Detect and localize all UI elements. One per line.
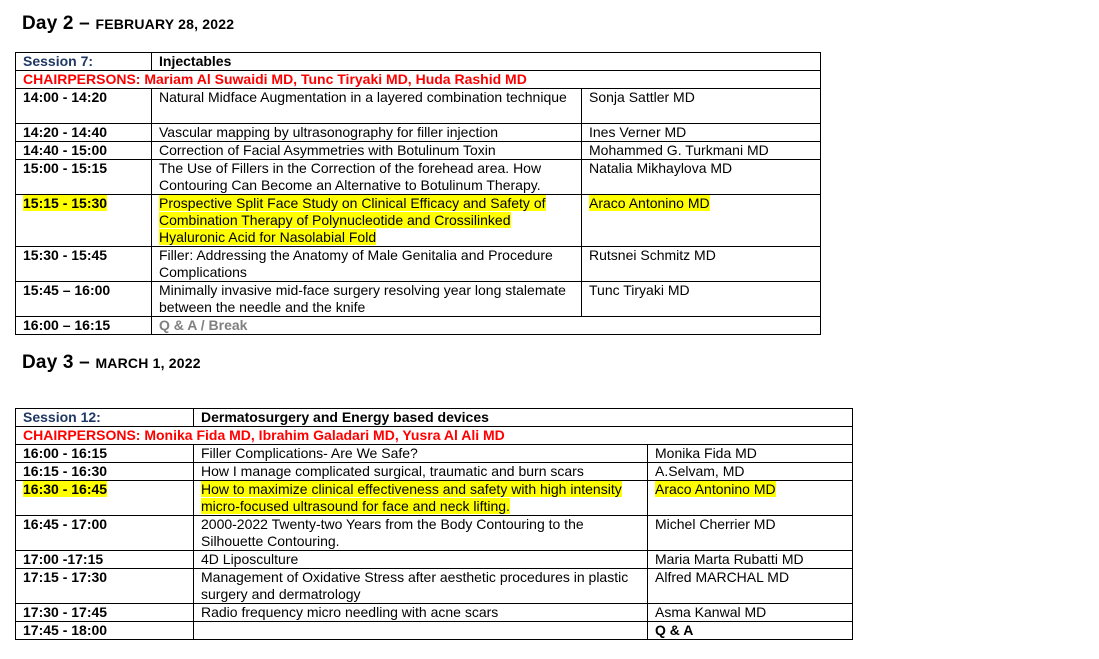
topic-cell: 4D Liposculture xyxy=(194,551,648,569)
table-row xyxy=(16,317,821,335)
chairpersons: CHAIRPERSONS: Mariam Al Suwaidi MD, Tunc Tiryaki MD, Huda Rashid MD xyxy=(16,71,821,89)
speaker-cell: Mohammed G. Turkmani MD xyxy=(582,142,821,160)
topic-cell: Filler: Addressing the Anatomy of Male Genitalia and Procedure Complications xyxy=(152,247,582,282)
table-row xyxy=(16,551,853,569)
time-highlight: 16:30 - 16:45 xyxy=(23,481,108,497)
table-row xyxy=(16,463,853,481)
speaker-cell xyxy=(648,481,853,516)
time-highlight: 15:15 - 15:30 xyxy=(23,195,108,211)
table-row xyxy=(16,247,821,282)
table-row xyxy=(16,516,853,551)
speaker-cell: Alfred MARCHAL MD xyxy=(648,569,853,604)
speaker-cell: Rutsnei Schmitz MD xyxy=(582,247,821,282)
day2-schedule-table xyxy=(15,52,821,335)
speaker-cell: Monika Fida MD xyxy=(648,445,853,463)
day3-heading-date: MARCH 1, 2022 xyxy=(95,355,201,371)
topic-cell: Vascular mapping by ultrasonography for filler injection xyxy=(152,124,582,142)
table-row xyxy=(16,160,821,195)
speaker-cell: Natalia Mikhaylova MD xyxy=(582,160,821,195)
table-row xyxy=(16,445,853,463)
speaker-cell: Asma Kanwal MD xyxy=(648,604,853,622)
topic-cell xyxy=(194,622,648,640)
topic-cell: Management of Oxidative Stress after aesthetic procedures in plastic surgery and dermatrology xyxy=(194,569,648,604)
speaker-cell xyxy=(582,195,821,247)
topic-cell: Radio frequency micro needling with acne scars xyxy=(194,604,648,622)
topic-cell: Q & A / Break xyxy=(152,317,821,335)
time-cell: 17:00 -17:15 xyxy=(16,551,194,569)
speaker-cell: Michel Cherrier MD xyxy=(648,516,853,551)
time-cell: 16:45 - 17:00 xyxy=(16,516,194,551)
time-cell: 15:45 – 16:00 xyxy=(16,282,152,317)
table-row xyxy=(16,142,821,160)
topic-cell: The Use of Fillers in the Correction of the forehead area. How Contouring Can Become an Alternative to Botulinum Therapy. xyxy=(152,160,582,195)
time-cell: 16:00 - 16:15 xyxy=(16,445,194,463)
day2-heading-prefix: Day 2 – xyxy=(22,13,96,34)
table-row xyxy=(16,569,853,604)
time-cell: 14:20 - 14:40 xyxy=(16,124,152,142)
table-row xyxy=(16,622,853,640)
time-cell: 14:40 - 15:00 xyxy=(16,142,152,160)
topic-cell: Filler Complications- Are We Safe? xyxy=(194,445,648,463)
topic-cell xyxy=(194,481,648,516)
speaker-highlight: Araco Antonino MD xyxy=(655,481,776,497)
session-title: Injectables xyxy=(152,53,821,71)
time-cell xyxy=(16,481,194,516)
time-cell: 16:15 - 16:30 xyxy=(16,463,194,481)
topic-cell: Correction of Facial Asymmetries with Botulinum Toxin xyxy=(152,142,582,160)
time-cell: 14:00 - 14:20 xyxy=(16,89,152,124)
topic-cell: Natural Midface Augmentation in a layered combination technique xyxy=(152,89,582,124)
time-cell: 15:00 - 15:15 xyxy=(16,160,152,195)
speaker-cell: Tunc Tiryaki MD xyxy=(582,282,821,317)
speaker-cell: Maria Marta Rubatti MD xyxy=(648,551,853,569)
speaker-cell: A.Selvam, MD xyxy=(648,463,853,481)
speaker-highlight: Araco Antonino MD xyxy=(589,195,710,211)
time-cell: 17:15 - 17:30 xyxy=(16,569,194,604)
session-title: Dermatosurgery and Energy based devices xyxy=(194,409,853,427)
day3-heading-prefix: Day 3 – xyxy=(22,352,96,373)
topic-cell: 2000-2022 Twenty-two Years from the Body Contouring to the Silhouette Contouring. xyxy=(194,516,648,551)
table-row xyxy=(16,282,821,317)
table-row xyxy=(16,124,821,142)
time-cell: 16:00 – 16:15 xyxy=(16,317,152,335)
day2-heading-date: FEBRUARY 28, 2022 xyxy=(95,16,235,32)
topic-cell: Minimally invasive mid-face surgery resolving year long stalemate between the needle and the knife xyxy=(152,282,582,317)
topic-cell xyxy=(152,195,582,247)
time-cell: 15:30 - 15:45 xyxy=(16,247,152,282)
session-label: Session 7: xyxy=(16,53,152,71)
topic-cell: How I manage complicated surgical, traumatic and burn scars xyxy=(194,463,648,481)
session-label: Session 12: xyxy=(16,409,194,427)
table-row xyxy=(16,604,853,622)
time-cell: 17:30 - 17:45 xyxy=(16,604,194,622)
day3-heading xyxy=(22,352,201,374)
chairpersons: CHAIRPERSONS: Monika Fida MD, Ibrahim Galadari MD, Yusra Al Ali MD xyxy=(16,427,853,445)
topic-highlight: How to maximize clinical effectiveness and safety with high intensity micro-focused ultrasound for face and neck lifting. xyxy=(201,481,622,514)
speaker-cell: Q & A xyxy=(648,622,853,640)
table-row xyxy=(16,89,821,124)
time-cell: 17:45 - 18:00 xyxy=(16,622,194,640)
speaker-cell: Ines Verner MD xyxy=(582,124,821,142)
table-row-highlighted xyxy=(16,481,853,516)
day3-schedule-table xyxy=(15,408,853,640)
speaker-cell: Sonja Sattler MD xyxy=(582,89,821,124)
table-row-highlighted xyxy=(16,195,821,247)
day2-heading xyxy=(22,13,234,35)
topic-highlight: Prospective Split Face Study on Clinical Efficacy and Safety of Combination Therapy of Polynucleotide and Crossilinked Hyaluronic Acid for Nasolabial Fold xyxy=(159,195,546,245)
time-cell xyxy=(16,195,152,247)
